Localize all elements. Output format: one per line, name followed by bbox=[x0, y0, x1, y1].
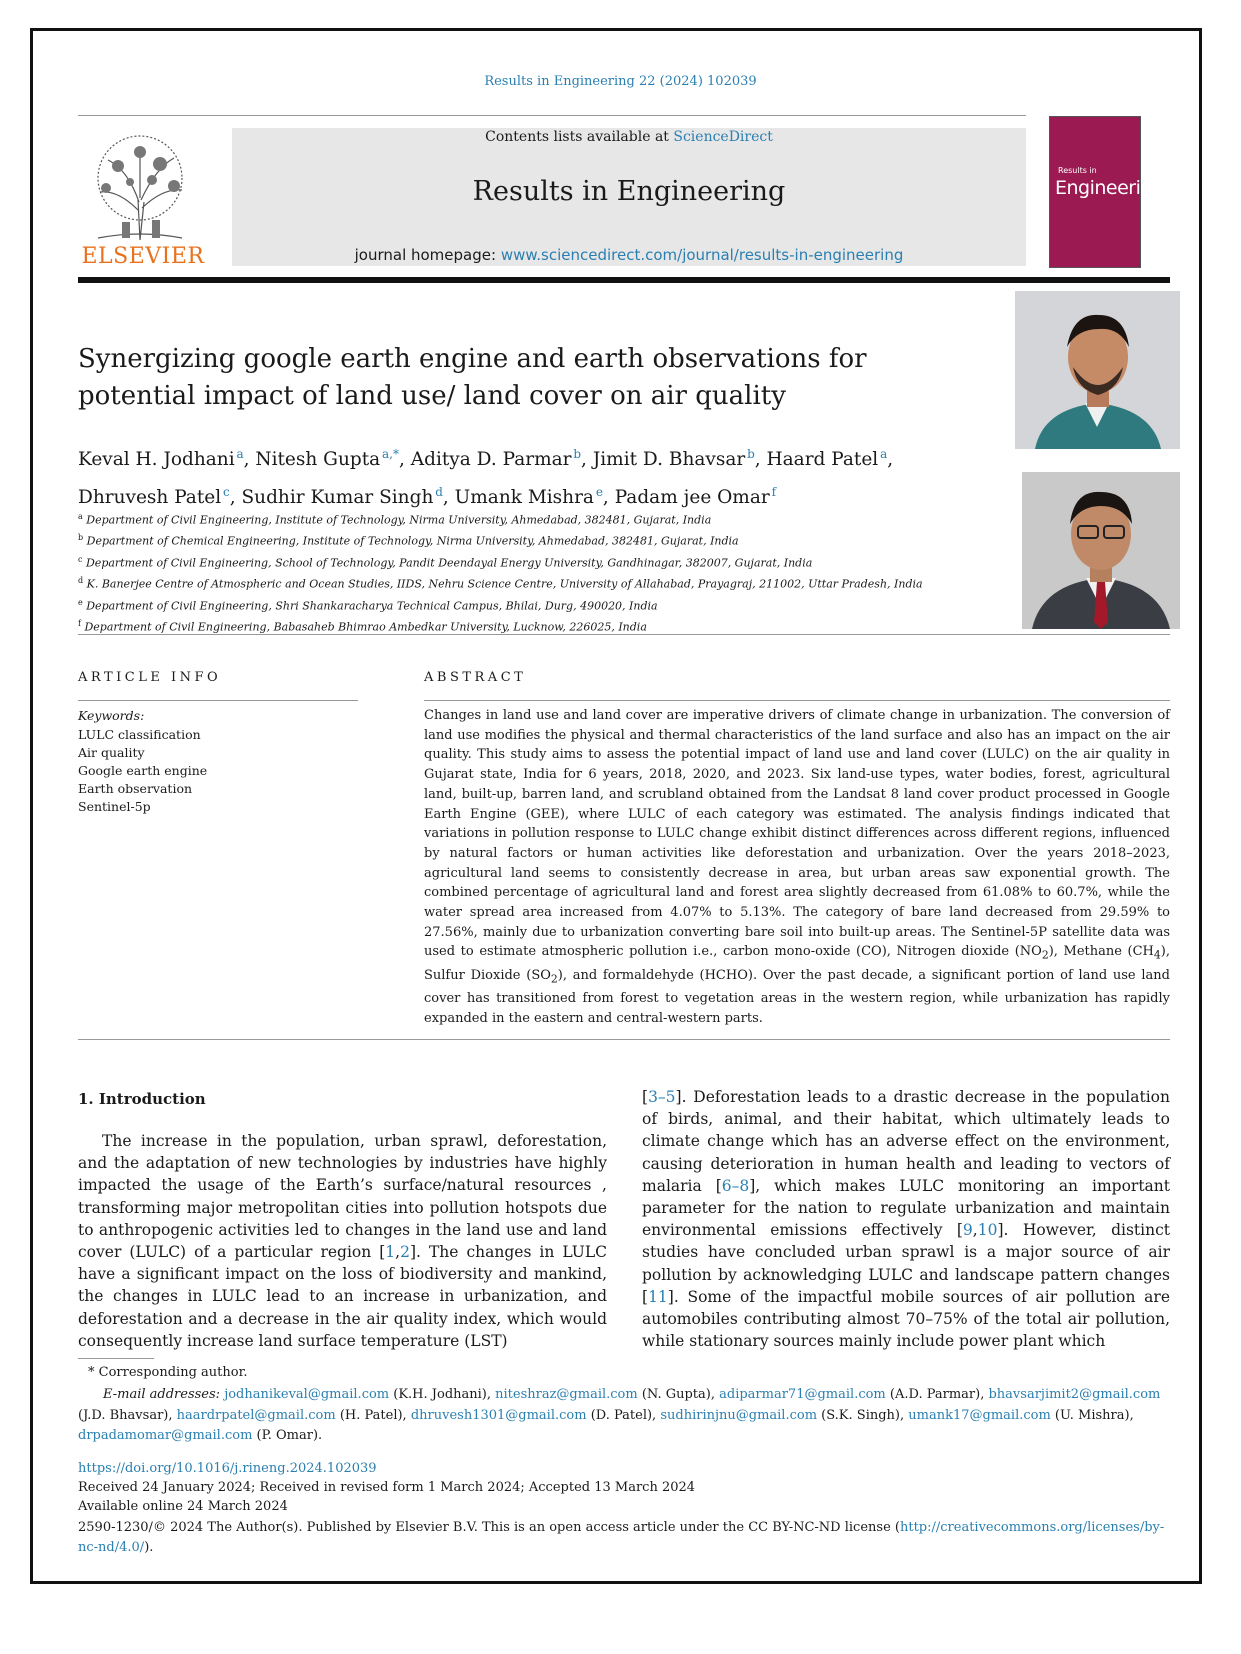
email-link[interactable]: dhruvesh1301@gmail.com bbox=[410, 1407, 587, 1423]
abstract-end-rule bbox=[78, 1039, 1170, 1040]
license-line: 2590-1230/© 2024 The Author(s). Published by Elsevier B.V. This is an open access article under the CC BY-NC-ND license (http://creativecommons.org/licenses/by-nc-nd/4.0/). bbox=[78, 1520, 1165, 1555]
sciencedirect-link[interactable]: ScienceDirect bbox=[673, 129, 773, 145]
article-info-rule bbox=[78, 700, 358, 701]
ref-link[interactable]: 11 bbox=[648, 1287, 668, 1306]
author-affil-ref[interactable]: c bbox=[222, 485, 230, 500]
doi-link[interactable]: https://doi.org/10.1016/j.rineng.2024.102039 bbox=[78, 1461, 377, 1476]
article-title: Synergizing google earth engine and earth observations for potential impact of land use/ land cover on air quality bbox=[78, 344, 867, 411]
affiliations bbox=[78, 508, 1008, 637]
intro-heading: 1. Introduction bbox=[78, 1090, 206, 1108]
contents-line: Contents lists available at ScienceDirect bbox=[485, 129, 773, 145]
author-affil-ref[interactable]: b bbox=[573, 447, 582, 461]
author-name: Padam jee Omar bbox=[614, 487, 770, 509]
author-photo-1 bbox=[1015, 291, 1180, 449]
affiliation: $^d$ K. Banerjee Centre of Atmospheric and Ocean Studies, IIDS, Nehru Science Centre, University of Allahabad, Prayagraj, 211002, Uttar Pradesh, India bbox=[78, 576, 923, 592]
author-name: Aditya D. Parmar bbox=[410, 449, 572, 471]
author-affil-ref[interactable]: b bbox=[747, 447, 755, 461]
homepage-link[interactable]: www.sciencedirect.com/journal/results-in-engineering bbox=[500, 246, 904, 264]
ref-link[interactable]: 1 bbox=[385, 1243, 396, 1262]
author-affil-ref[interactable]: a bbox=[880, 447, 888, 461]
cover-title: Engineering bbox=[1055, 177, 1164, 199]
journal-name: Results in Engineering bbox=[472, 176, 786, 207]
abstract-heading: ABSTRACT bbox=[424, 670, 527, 685]
author-name: Dhruvesh Patel bbox=[78, 487, 222, 509]
keyword: Earth observation bbox=[78, 781, 193, 796]
ref-link[interactable]: 6–8 bbox=[721, 1176, 750, 1195]
header-rule bbox=[78, 115, 1026, 116]
keyword: Air quality bbox=[78, 745, 145, 760]
affiliation: $^b$ Department of Chemical Engineering, Institute of Technology, Nirma University, Ahmedabad, 382481, Gujarat, India bbox=[78, 533, 739, 549]
keyword: LULC classification bbox=[78, 727, 201, 742]
author-affil-ref[interactable]: f bbox=[771, 485, 777, 500]
received-dates: Received 24 January 2024; Received in revised form 1 March 2024; Accepted 13 March 2024 bbox=[78, 1480, 696, 1495]
header-thick-rule bbox=[78, 277, 1170, 283]
license-link[interactable]: http://creativecommons.org/licenses/by-nc-nd/4.0/ bbox=[78, 1520, 1165, 1555]
author-name: Keval H. Jodhani bbox=[78, 449, 235, 471]
email-link[interactable]: haardrpatel@gmail.com bbox=[176, 1407, 336, 1423]
ref-link[interactable]: 3–5 bbox=[648, 1088, 676, 1106]
journal-homepage: journal homepage: www.sciencedirect.com/journal/results-in-engineering bbox=[354, 246, 904, 264]
keywords-label: Keywords: bbox=[78, 708, 145, 723]
email-addresses: E-mail addresses: jodhanikeval@gmail.com (K.H. Jodhani), niteshraz@gmail.com (N. Gupta), adiparmar71@gmail.com (A.D. Parmar), bhavsarjimit2@gmail.com (J.D. Bhavsar), haardrpatel@gmail.com (H. Patel), dhruvesh1301@gmail.com (D. Patel), sudhirinjnu@gmail.com (S.K. Singh), umank17@gmail.com (U. Mishra), drpadamomar@gmail.com (P. Omar). bbox=[78, 1387, 1161, 1443]
available-online: Available online 24 March 2024 bbox=[78, 1499, 288, 1514]
article-info-heading: ARTICLE INFO bbox=[78, 670, 222, 685]
author-name: Haard Patel bbox=[766, 449, 879, 471]
keywords-list bbox=[78, 726, 207, 816]
email-link[interactable]: sudhirinjnu@gmail.com bbox=[660, 1407, 818, 1423]
author-affil-ref[interactable]: d bbox=[435, 485, 443, 500]
author-name: Jimit D. Bhavsar bbox=[592, 449, 746, 471]
intro-right-column: [3–5]. Deforestation leads to a drastic decrease in the population of birds, animal, and their habitat, which ultimately leads to climate change which has an adverse effect on the environment, causing deterioration in human health and leading to vectors of malaria [6–8], which makes LULC monitoring an important parameter for the nation to regulate urbanization and maintain environmental emissions effectively [9,10]. However, distinct studies have concluded urban sprawl is a major source of air pollution by acknowledging LULC and landscape pattern changes [11]. Some of the impactful mobile sources of air pollution are automobiles contributing almost 70–75% of the total air pollution, while stationary sources mainly include power plant which bbox=[642, 1088, 1171, 1351]
email-link[interactable]: jodhanikeval@gmail.com bbox=[224, 1387, 390, 1402]
footnote-rule bbox=[78, 1358, 154, 1359]
intro-left-column: The increase in the population, urban sprawl, deforestation, and the adaptation of new technologies by industries have highly impacted the usage of the Earth’s surface/natural resources , transforming major metropolitan cities into pollution hotspots due to anthropogenic activities led to changes in the land use and land cover (LULC) of a particular region [1,2]. The changes in LULC have a significant impact on the loss of biodiversity and mankind, the changes in LULC lead to an increase in urbanization, and deforestation and a decrease in the air quality index, which would consequently increase land surface temperature (LST) bbox=[78, 1132, 607, 1350]
keyword: Google earth engine bbox=[78, 763, 208, 778]
elsevier-wordmark: ELSEVIER bbox=[81, 244, 205, 269]
author-affil-ref[interactable]: e bbox=[595, 485, 603, 500]
affiliation: $^f$ Department of Civil Engineering, Babasaheb Bhimrao Ambedkar University, Lucknow, 226025, India bbox=[78, 619, 647, 634]
email-link[interactable]: adiparmar71@gmail.com bbox=[719, 1387, 886, 1402]
affiliation-rule bbox=[78, 634, 1170, 635]
author-affil-ref[interactable]: a,* bbox=[382, 447, 399, 461]
abstract-text: Changes in land use and land cover are imperative drivers of climate change in urbanization. The conversion of land use modifies the physical and thermal characteristics of the land surface and also has an impact on the air quality. This study aims to assess the potential impact of land use and land cover (LULC) on the air quality in Gujarat state, India for 6 years, 2018, 2020, and 2023. Six land-use types, water bodies, forest, agricultural land, built-up, barren land, and scrubland obtained from the Landsat 8 land cover product processed in Google Earth Engine (GEE), where LULC of each category was estimated. The analysis findings indicated that variations in pollution response to LULC change exhibit distinct differences across different regions, influenced by natural factors or human activities like deforestation and urbanization. Over the years 2018–2023, agricultural land seems to consistently decrease in area, but urban areas saw exponential growth. The combined percentage of agricultural land and forest area slightly decreased from 61.08% to 60.7%, while the water spread area increased from 4.07% to 5.13%. The category of bare land decreased from 29.59% to 27.56%, mainly due to urbanization converting bare soil into built-up areas. The Sentinel-5P satellite data was used to estimate atmospheric pollution i.e., carbon mono-oxide (CO), Nitrogen dioxide $(NO_2)$, Methane $(CH_4)$, Sulfur Dioxide $(SO_2)$, and formaldehyde (HCHO). Over the past decade, a significant portion of land use land cover has transitioned from forest to vegetation areas in the western region, while urbanization has rapidly expanded in the eastern and central-western parts. bbox=[424, 708, 1170, 1026]
author-affil-ref[interactable]: a bbox=[236, 447, 244, 461]
affiliation: $^a$ Department of Civil Engineering, Institute of Technology, Nirma University, Ahmedabad, 382481, Gujarat, India bbox=[78, 512, 712, 527]
ref-link[interactable]: 9 bbox=[962, 1221, 973, 1240]
author-name: Sudhir Kumar Singh bbox=[241, 487, 434, 509]
abstract-rule bbox=[424, 700, 1170, 701]
author-photo-2 bbox=[1022, 472, 1180, 629]
email-link[interactable]: umank17@gmail.com bbox=[908, 1407, 1051, 1423]
author-name: Umank Mishra bbox=[454, 487, 594, 509]
author-list: Keval H. Jodhani $^a$, Nitesh Gupta $^{a,*}$, Aditya D. Parmar $^b$, Jimit D. Bhavsar $^b$, Haard Patel $^a$, Dhruvesh Patel $^c$, Sudhir Kumar Singh $^d$, Umank Mishra $^e$, Padam jee Omar $^f$ bbox=[78, 447, 894, 509]
corresponding-author-note: * Corresponding author. bbox=[88, 1365, 248, 1380]
email-link[interactable]: bhavsarjimit2@gmail.com bbox=[988, 1387, 1161, 1402]
cover-small-text: Results in bbox=[1058, 166, 1097, 175]
ref-link[interactable]: 10 bbox=[977, 1221, 998, 1240]
affiliation: $^c$ Department of Civil Engineering, School of Technology, Pandit Deendayal Energy University, Gandhinagar, 382007, Gujarat, India bbox=[78, 554, 813, 570]
affiliation: $^e$ Department of Civil Engineering, Shri Shankaracharya Technical Campus, Bhilai, Durg, 490020, India bbox=[78, 597, 658, 613]
author-name: Nitesh Gupta bbox=[255, 449, 381, 471]
email-link[interactable]: drpadamomar@gmail.com bbox=[78, 1428, 253, 1443]
email-link[interactable]: niteshraz@gmail.com bbox=[495, 1387, 638, 1402]
ref-link[interactable]: 2 bbox=[400, 1243, 410, 1262]
keyword: Sentinel-5p bbox=[78, 799, 151, 814]
journal-citation[interactable]: Results in Engineering 22 (2024) 102039 bbox=[484, 74, 757, 89]
